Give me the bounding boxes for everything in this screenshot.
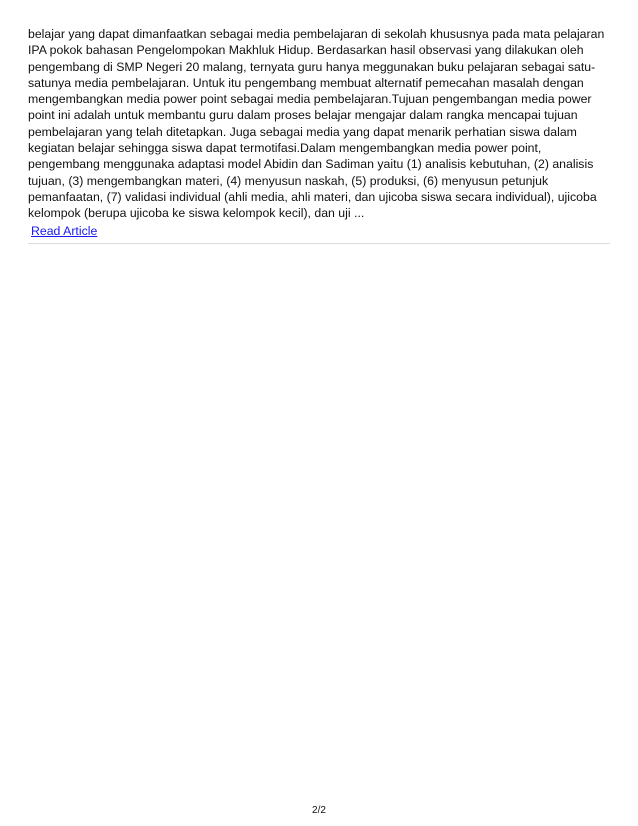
divider	[28, 243, 610, 244]
article-abstract: belajar yang dapat dimanfaatkan sebagai media pembelajaran di sekolah khususnya pada mata pelajaran IPA pokok bahasan Pengelompokan Makhluk Hidup. Berdasarkan hasil observasi yang dilakukan oleh pengembang di SMP Negeri 20 malang, ternyata guru hanya meggunakan buku pelajaran sebagai satu-satunya media pembelajaran. Untuk itu pengembang membuat alternatif pemecahan masalah dengan mengembangkan media power point sebagai media pembelajaran.Tujuan pengembangan media power point ini adalah untuk membantu guru dalam proses belajar mengajar dalam rangka mencapai tujuan pembelajaran yang telah ditetapkan. Juga sebagai media yang dapat menarik perhatian siswa dalam kegiatan belajar sehingga siswa dapat termotifasi.Dalam mengembangkan media power point, pengembang menggunaka adaptasi model Abidin dan Sadiman yaitu (1) analisis kebutuhan, (2) analisis tujuan, (3) mengembangkan materi, (4) menyusun naskah, (5) produksi, (6) menyusun petunjuk pemanfaatan, (7) validasi individual (ahli media, ahli materi, dan ujicoba siswa secara individual), ujicoba kelompok (berupa ujicoba ke siswa kelompok kecil), dan uji ...	[28, 27, 605, 221]
read-article-link[interactable]: Read Article	[31, 223, 98, 238]
article-content	[28, 26, 610, 244]
page-number: 2/2	[312, 805, 326, 816]
